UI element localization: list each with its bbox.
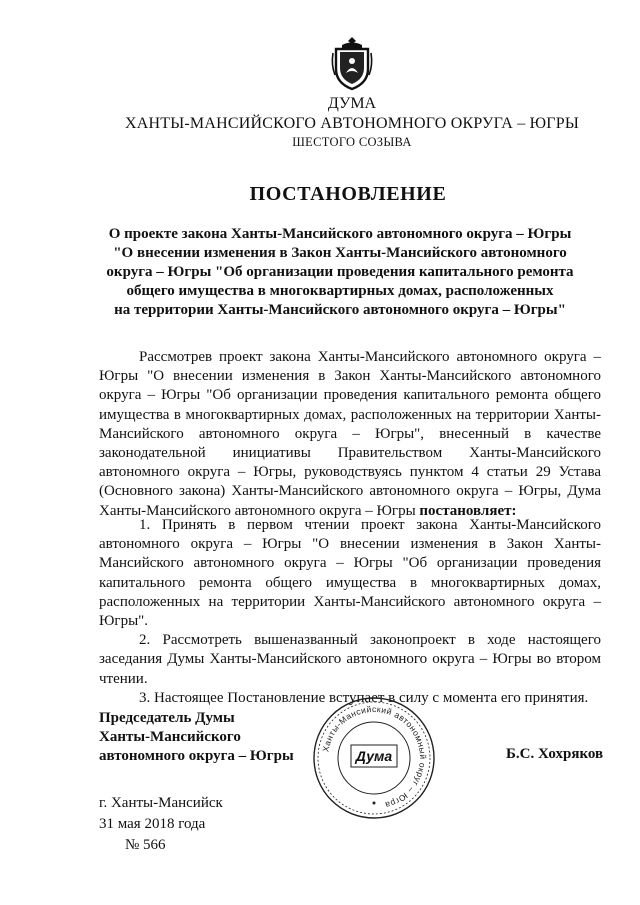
- seal-ring-text: Ханты-Мансийский автономный округ – Югра: [320, 703, 429, 811]
- resolves-word: постановляет:: [419, 502, 517, 519]
- resolution-items: [99, 516, 601, 708]
- document-subject: [70, 225, 610, 320]
- document-number: № 566: [125, 837, 166, 853]
- document-title: ПОСТАНОВЛЕНИЕ: [249, 183, 447, 205]
- coat-of-arms-icon: [330, 35, 374, 91]
- preamble: [99, 348, 601, 521]
- position-line: автономного округа – Югры: [99, 748, 294, 764]
- region-name: ХАНТЫ-МАНСИЙСКОГО АВТОНОМНОГО ОКРУГА – ЮГРЫ: [125, 115, 579, 132]
- council-name: ДУМА: [327, 95, 377, 112]
- subject-line: О проекте закона Ханты-Мансийского автономного округа – Югры: [108, 226, 572, 242]
- signatory-name: Б.С. Хохряков: [506, 746, 604, 762]
- subject-line: "О внесении изменения в Закон Ханты-Мансийского автономного: [113, 245, 567, 261]
- preamble-paragraph: [99, 348, 601, 521]
- resolution-item: 2. Рассмотреть вышеназванный законопроект в ходе настоящего заседания Думы Ханты-Мансийского автономного округа – Югры во втором чтении.: [99, 632, 601, 687]
- resolution-item: 1. Принять в первом чтении проект закона Ханты-Мансийского автономного округа – Югры "О внесении изменения в Закон Ханты-Мансийского автономного округа – Югры "Об организации проведения капитального ремонта общего имущества в многоквартирных домах, расположенных на территории Ханты-Мансийского автономного округа – Югры".: [99, 517, 601, 630]
- seal-center-text: Дума: [355, 748, 393, 764]
- subject-line: на территории Ханты-Мансийского автономного округа – Югры": [114, 302, 566, 318]
- preamble-text: Рассмотрев проект закона Ханты-Мансийского автономного округа – Югры "О внесении изменения в Закон Ханты-Мансийского автономного округа – Югры "Об организации проведения капитального ремонта общего имущества в многоквартирных домах, расположенных на территории Ханты-Мансийского автономного округа – Югры", внесенный в качестве законодательной инициативы Правительством Ханты-Мансийского автономного округа – Югры, руководствуясь пунктом 4 статьи 29 Устава (Основного закона) Ханты-Мансийского автономного округа – Югры, Дума Ханты-Мансийского автономного округа – Югры: [99, 349, 601, 519]
- position-line: Ханты-Мансийского: [99, 729, 241, 745]
- resolution-item: 3. Настоящее Постановление вступает в силу с момента его принятия.: [139, 689, 589, 706]
- document-footer: [99, 793, 223, 856]
- position-line: Председатель Думы: [99, 710, 235, 726]
- subject-line: округа – Югры "Об организации проведения капитального ремонта: [106, 264, 574, 280]
- subject-line: общего имущества в многоквартирных домах, расположенных: [126, 283, 554, 299]
- issue-date: 31 мая 2018 года: [99, 816, 206, 832]
- official-seal-icon: [311, 695, 437, 821]
- issue-place: г. Ханты-Мансийск: [99, 795, 223, 811]
- signatory-position: [99, 709, 294, 766]
- convocation: ШЕСТОГО СОЗЫВА: [292, 135, 412, 149]
